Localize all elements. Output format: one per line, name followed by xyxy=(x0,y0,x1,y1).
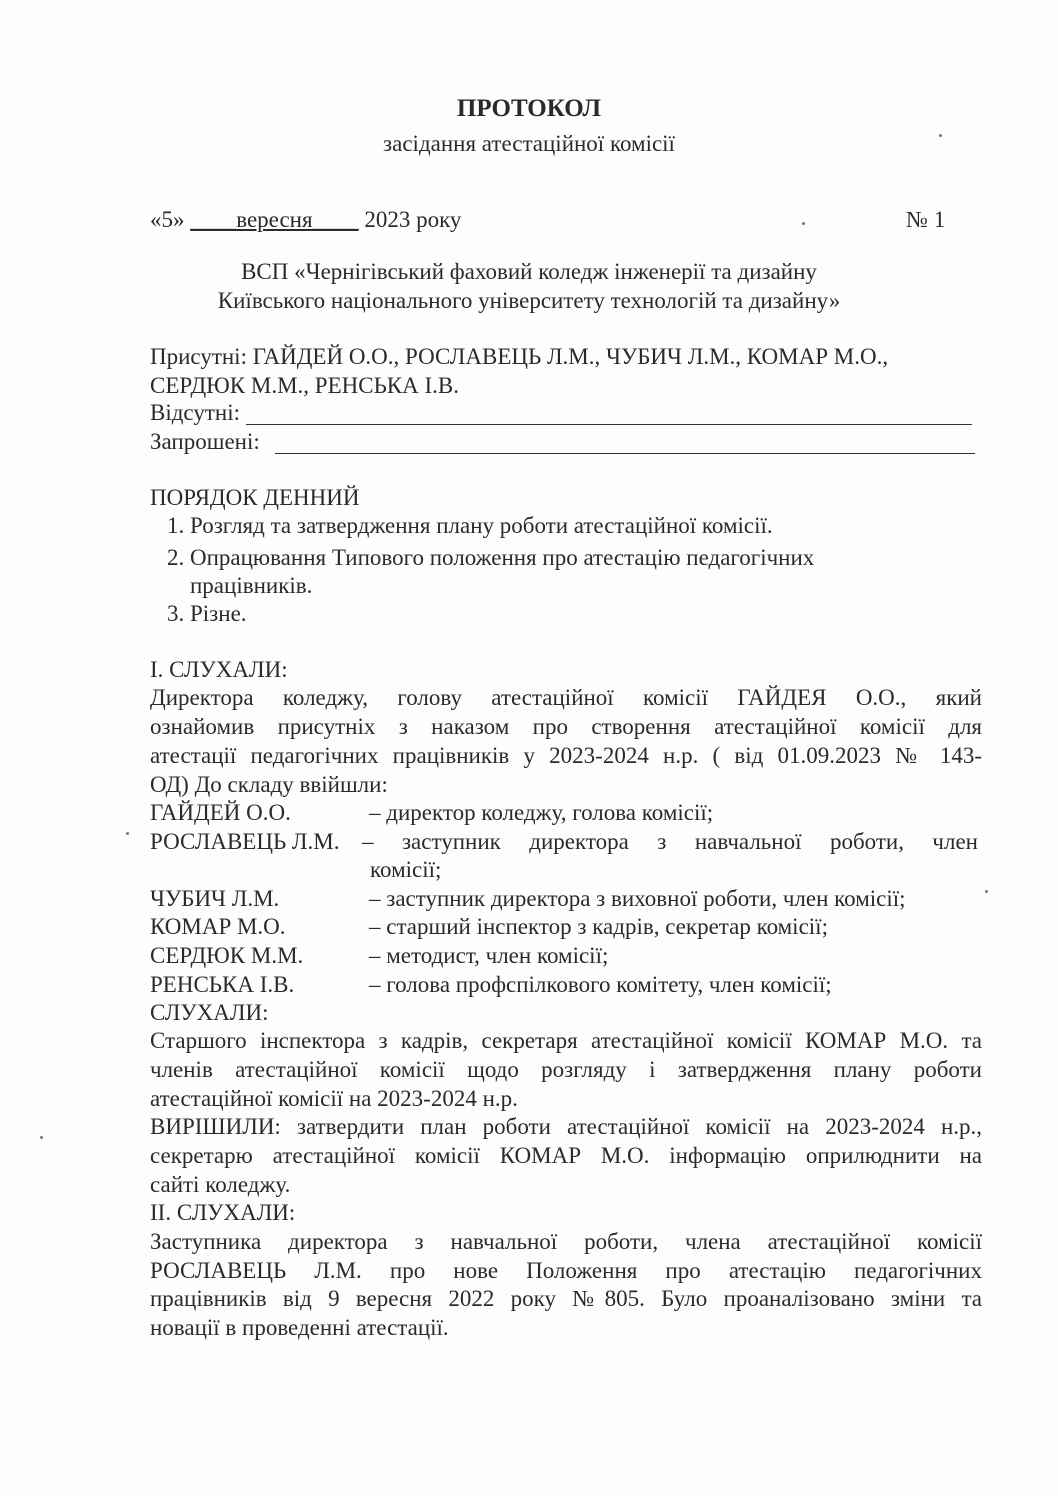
decided-line: секретарю атестаційної комісії КОМАР М.О. інформацію оприлюднити на xyxy=(150,1143,982,1168)
section2-para-line: Заступника директора з навчальної роботи, члена атестаційної комісії xyxy=(150,1229,982,1254)
scan-speck xyxy=(985,890,988,893)
absent-label: Відсутні: xyxy=(150,400,240,425)
date-year: 2023 року xyxy=(364,207,462,232)
heard2-line: атестаційної комісії на 2023-2024 н.р. xyxy=(150,1086,518,1111)
decided-line: сайті коледжу. xyxy=(150,1172,291,1197)
document-subtitle: засідання атестаційної комісії xyxy=(383,131,675,156)
agenda-item-1-num: 1. xyxy=(167,513,185,538)
organization-line-1: ВСП «Чернігівський фаховий коледж інженерії та дизайну xyxy=(241,259,817,284)
meeting-date xyxy=(150,206,461,234)
present-line-1: Присутні: ГАЙДЕЙ О.О., РОСЛАВЕЦЬ Л.М., ЧУБИЧ Л.М., КОМАР М.О., xyxy=(150,344,889,369)
decided-line: ВИРІШИЛИ: затвердити план роботи атестаційної комісії на 2023-2024 н.р., xyxy=(150,1114,982,1139)
agenda-item-2-cont: працівників. xyxy=(190,573,313,598)
member-role: – заступник директора з навчальної роботи, член xyxy=(362,829,978,854)
scan-speck xyxy=(40,1136,43,1139)
heard2-line: Старшого інспектора з кадрів, секретаря атестаційної комісії КОМАР М.О. та xyxy=(150,1028,982,1053)
section1-para-line: ознайомив присутніх з наказом про створення атестаційної комісії для xyxy=(150,714,982,739)
agenda-item-3-num: 3. xyxy=(167,601,185,626)
scan-speck xyxy=(802,222,805,225)
agenda-item-3: Різне. xyxy=(190,601,247,626)
section2-para-line: працівників від 9 вересня 2022 року №805. Було проаналізовано зміни та xyxy=(150,1286,982,1311)
document-title: ПРОТОКОЛ xyxy=(456,95,602,122)
date-month: ____вересня____ xyxy=(190,207,359,232)
invited-label: Запрошені: xyxy=(150,429,260,454)
date-day: «5» xyxy=(150,207,185,232)
section1-para-line: Директора коледжу, голову атестаційної комісії ГАЙДЕЯ О.О., який xyxy=(150,685,982,710)
protocol-number: № 1 xyxy=(906,207,946,232)
member-name: РЕНСЬКА І.В. xyxy=(150,972,295,997)
section1-para-line: атестації педагогічних працівників у 2023-2024 н.р. ( від 01.09.2023 № 143- xyxy=(150,743,982,768)
heard2-line: членів атестаційної комісії щодо розгляду і затвердження плану роботи xyxy=(150,1057,982,1082)
scan-speck xyxy=(126,832,129,835)
agenda-item-1: Розгляд та затвердження плану роботи атестаційної комісії. xyxy=(190,513,773,538)
member-name: РОСЛАВЕЦЬ Л.М. xyxy=(150,829,340,854)
organization-line-2: Київського національного університету технологій та дизайну» xyxy=(217,288,841,313)
scan-speck xyxy=(939,134,942,137)
member-role: – директор коледжу, голова комісії; xyxy=(369,800,714,825)
section2-heading: ІІ. СЛУХАЛИ: xyxy=(150,1200,296,1225)
agenda-heading: ПОРЯДОК ДЕННИЙ xyxy=(150,485,360,510)
agenda-item-2: Опрацювання Типового положення про атестацію педагогічних xyxy=(190,545,815,570)
member-role: – методист, член комісії; xyxy=(369,943,609,968)
section1-heading: І. СЛУХАЛИ: xyxy=(150,657,288,682)
member-role-cont: комісії; xyxy=(370,857,442,882)
agenda-item-2-num: 2. xyxy=(167,545,185,570)
section2-para-line: новації в проведенні атестації. xyxy=(150,1315,449,1340)
section1-para-line: ОД) До складу ввійшли: xyxy=(150,772,388,797)
member-name: ГАЙДЕЙ О.О. xyxy=(150,800,291,825)
present-line-2: СЕРДЮК М.М., РЕНСЬКА І.В. xyxy=(150,373,459,398)
invited-blank-line xyxy=(275,453,975,454)
member-name: ЧУБИЧ Л.М. xyxy=(150,886,280,911)
member-role: – заступник директора з виховної роботи, член комісії; xyxy=(369,886,906,911)
member-name: СЕРДЮК М.М. xyxy=(150,943,304,968)
section2-para-line: РОСЛАВЕЦЬ Л.М. про нове Положення про атестацію педагогічних xyxy=(150,1258,982,1283)
heard2-heading: СЛУХАЛИ: xyxy=(150,1000,269,1025)
member-role: – старший інспектор з кадрів, секретар комісії; xyxy=(369,914,828,939)
absent-blank-line xyxy=(246,424,972,425)
member-name: КОМАР М.О. xyxy=(150,914,286,939)
member-role: – голова профспілкового комітету, член комісії; xyxy=(369,972,832,997)
